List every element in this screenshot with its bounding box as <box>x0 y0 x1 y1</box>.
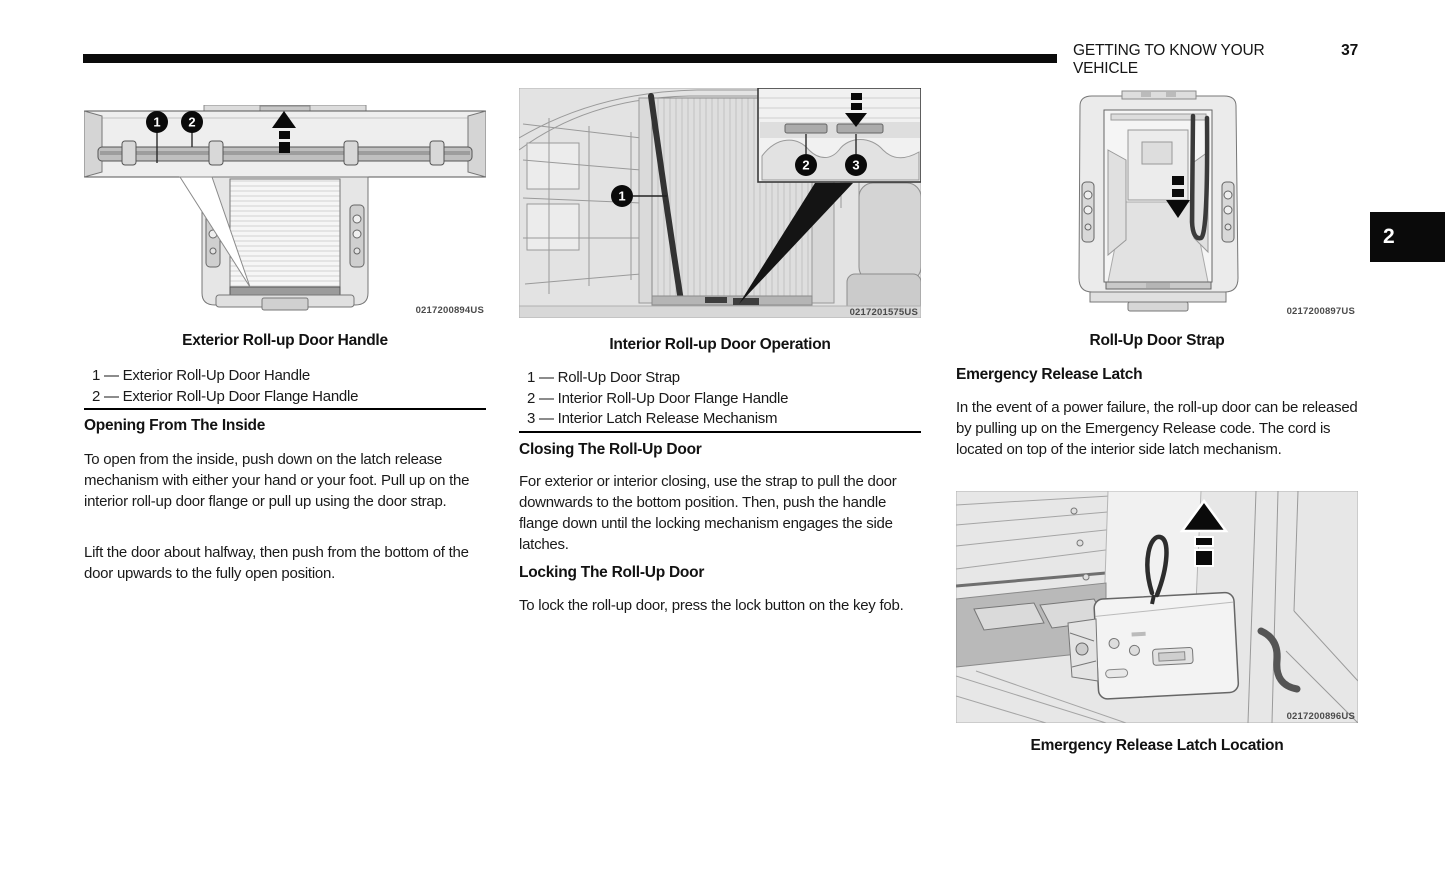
figure-watermark: 0217201575US <box>849 307 918 318</box>
figure-caption: Exterior Roll-up Door Handle <box>182 332 388 349</box>
legend-item: 1 — Exterior Roll-Up Door Handle <box>92 367 310 384</box>
callout-2-marker <box>181 111 203 133</box>
legend-rule <box>84 408 486 410</box>
figure-legend <box>527 368 921 430</box>
svg-text:3: 3 <box>852 157 860 173</box>
latch-inset-box <box>758 88 921 182</box>
page-number: 37 <box>1341 42 1358 59</box>
figure-emergency-release-latch <box>956 491 1358 723</box>
legend-item: 2 — Exterior Roll-Up Door Flange Handle <box>92 387 359 405</box>
figure-interior-rollup-door-operation <box>519 88 921 318</box>
section-heading: Emergency Release Latch <box>956 366 1143 383</box>
figure-legend <box>92 366 486 407</box>
figure-watermark: 0217200896US <box>1286 711 1355 722</box>
header-title: GETTING TO KNOW YOUR VEHICLE <box>1073 42 1265 77</box>
callout-1-marker <box>611 185 633 207</box>
svg-text:1: 1 <box>153 114 161 130</box>
figure-caption: Interior Roll-up Door Operation <box>609 336 831 353</box>
rollup-door-panel <box>230 179 340 287</box>
paragraph: In the event of a power failure, the roll-up door can be released by pulling up on the Emergency Release code. The cord is located on top of the interior side latch mechanism. <box>956 399 1358 458</box>
paragraph: To open from the inside, push down on the latch release mechanism with either your hand or your foot. Pull up on the interior roll-up door flange or pull up using the door strap. <box>84 451 470 510</box>
legend-rule <box>519 431 921 433</box>
figure-rollup-door-strap <box>956 90 1358 320</box>
legend-item: 1 — Roll-Up Door Strap <box>527 369 680 386</box>
svg-text:2: 2 <box>188 114 196 130</box>
section-heading: Closing The Roll-Up Door <box>519 441 702 458</box>
section-heading: Locking The Roll-Up Door <box>519 564 705 581</box>
paragraph: For exterior or interior closing, use the strap to pull the door downwards to the bottom position. Then, push the handle flange down until the locking mechanism engages the side latches. <box>519 473 897 553</box>
callout-2-marker <box>795 154 817 176</box>
svg-text:2: 2 <box>802 157 810 173</box>
callout-3-marker <box>845 154 867 176</box>
header-rule-bar <box>83 54 1057 63</box>
figure-exterior-rollup-door-handle <box>84 105 486 318</box>
section-heading: Opening From The Inside <box>84 417 266 434</box>
figure-watermark: 0217200897US <box>1286 306 1355 317</box>
paragraph: To lock the roll-up door, press the lock button on the key fob. <box>519 597 904 614</box>
seat-back <box>859 183 921 281</box>
figure-caption: Emergency Release Latch Location <box>1030 737 1284 754</box>
callout-1-marker <box>146 111 168 133</box>
paragraph: Lift the door about halfway, then push from the bottom of the door upwards to the fully open position. <box>84 544 469 582</box>
svg-text:1: 1 <box>618 188 626 204</box>
chapter-tab-label: 2 <box>1383 225 1395 248</box>
latch-box <box>1094 592 1239 699</box>
chapter-tab <box>1370 212 1445 262</box>
figure-caption: Roll-Up Door Strap <box>1089 332 1225 349</box>
figure-watermark: 0217200894US <box>415 305 484 316</box>
legend-item: 3 — Interior Latch Release Mechanism <box>527 410 778 427</box>
legend-item: 2 — Interior Roll-Up Door Flange Handle <box>527 389 789 407</box>
page-header <box>1073 42 1358 78</box>
